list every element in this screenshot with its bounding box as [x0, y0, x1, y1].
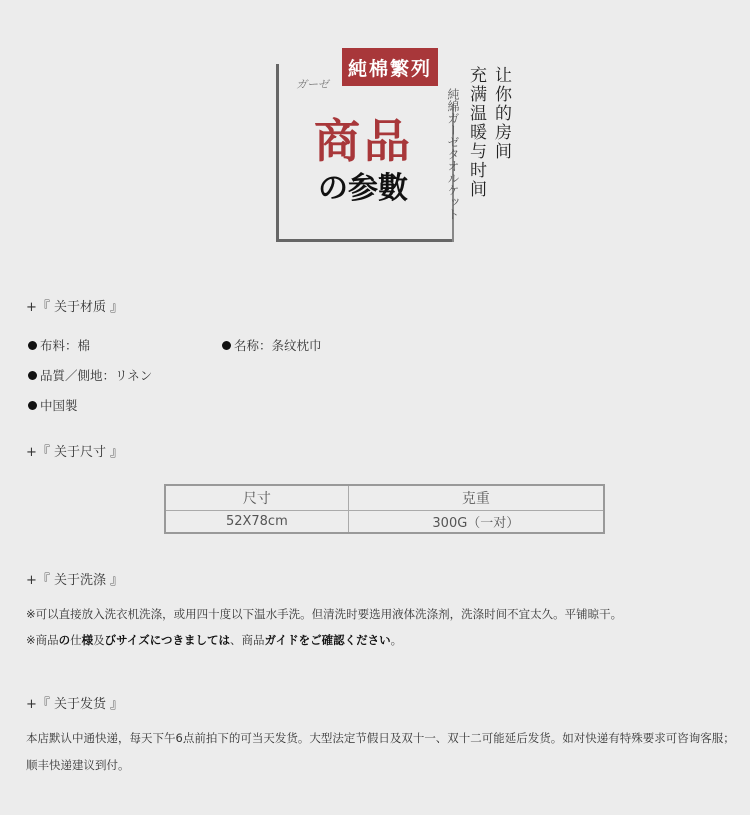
- size-table: [164, 484, 605, 534]
- field-name-text: 名称：条纹枕巾: [234, 338, 322, 353]
- section-title-wash: +『 关于洗涤 』: [26, 573, 124, 588]
- field-quality: [28, 366, 152, 384]
- section-title-material: +『 关于材质 』: [26, 300, 124, 315]
- column-header-weight: 克重: [348, 485, 604, 511]
- field-name: [222, 336, 322, 354]
- field-origin-text: 中国製: [40, 398, 78, 413]
- series-seal: 純棉繁列: [342, 48, 438, 86]
- field-quality-text: 品質／側地：リネン: [40, 368, 153, 383]
- table-row: [165, 511, 604, 534]
- vertical-slogan-2: 充满温暖与时间: [466, 66, 486, 199]
- wash-note-1: ※可以直接放入洗衣机洗涤，或用四十度以下温水手洗。但清洗时要选用液体洗涤剂，洗涤时间不宜太久。平铺晾干。: [26, 607, 623, 621]
- vertical-slogan-3: 純綿ガーゼタオルケット: [446, 88, 460, 220]
- column-header-size: 尺寸: [165, 485, 348, 511]
- header-banner: [0, 0, 750, 260]
- wash-note-2: ※商品の仕様及びサイズにつきましては、商品ガイドをご確認ください。: [26, 633, 403, 647]
- section-title-size: +『 关于尺寸 』: [26, 445, 124, 460]
- table-header-row: [165, 485, 604, 511]
- bullet-icon: [28, 401, 37, 410]
- vertical-slogan-1: 让你的房间: [491, 66, 511, 161]
- section-title-shipping: +『 关于发货 』: [26, 697, 124, 712]
- bullet-icon: [222, 341, 231, 350]
- cell-size: 52X78cm: [165, 511, 348, 534]
- gauze-label: ガーゼ: [296, 78, 329, 91]
- field-fabric-text: 布料：棉: [40, 338, 91, 353]
- bullet-icon: [28, 371, 37, 380]
- shipping-text: 本店默认中通快递，每天下午6点前拍下的可当天发货。大型法定节假日及双十一、双十二可能延后发货。如对快递有特殊要求可咨询客服；顺丰快递建议到付。: [26, 731, 735, 772]
- title-sub: の参數: [318, 171, 408, 206]
- field-fabric: [28, 336, 90, 354]
- field-origin: [28, 396, 78, 414]
- title-main: 商品: [314, 114, 414, 168]
- bullet-icon: [28, 341, 37, 350]
- cell-weight: 300G（一对）: [348, 511, 604, 534]
